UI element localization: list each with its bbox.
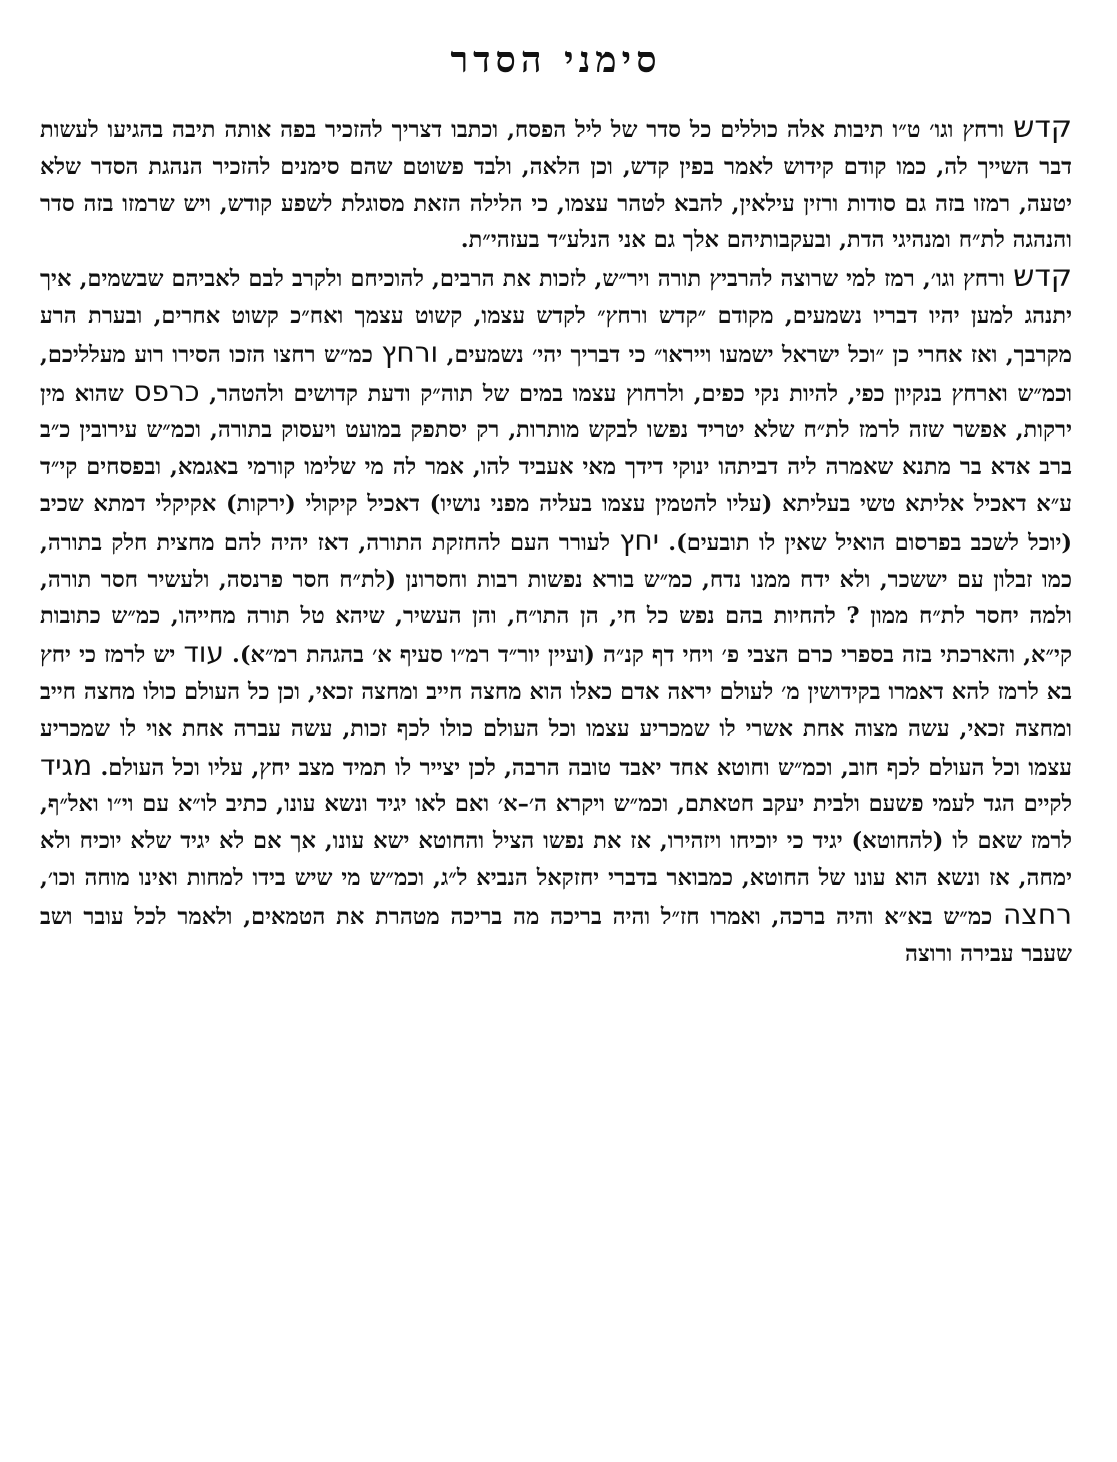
lead-word-kadesh: קדש	[1013, 110, 1072, 145]
paragraph-text: כמ״ש רחצו הזכו הסירו רוע מעלליכם, וכמ״ש וארחץ בנקיון כפי, להיות נקי כפים, ולרחוץ עצמו במים של תוה״ק ודעת קדושים ולהטהר,	[40, 341, 1073, 407]
keyword-rachtza: רחצה	[1002, 897, 1072, 931]
paragraph-text: לעורר העם להחזקת התורה, דאז יהיה להם מחצית חלק בתורה, כמו זבלון עם יששכר, ולא ידח ממנו נדח, כמ״ש בורא נפשות רבות וחסרונן (לת״ח חסר פרנסה, ולעשיר חסר תורה, ולמה יחסר לת״ח ממון ? להחיות בהם נפש כל חי, הן התו״ח, והן העשיר, שיהא טל תורה מחייהו, כמ״ש כתובות קי״א, והארכתי בזה בספרי כרם הצבי פ׳ ויחי דף קנ״ה (ועיין יור״ד רמ״ו סעיף א׳ בהגהת רמ״א).	[40, 529, 1072, 669]
page	[40, 0, 1072, 972]
keyword-maggid: מגיד	[40, 748, 93, 782]
keyword-karpas: כרפס	[133, 374, 200, 408]
keyword-urchatz: ורחץ	[381, 335, 439, 369]
paragraph-intro	[40, 110, 1072, 259]
paragraph-text: שהוא מין ירקות, אפשר שזה לרמז לת״ח שלא יטריד נפשו לבקש מותרות, רק יסתפק במועט ויעסוק בתורה, וכמ״ש עירובין כ״ב ברב אדא בר מתנא שאמרה ליה דביתהו ינוקי דידך מאי אעביד להו, אמר לה מי שלימו קורמי באגמא, ובפסחים קי״ד ע״א דאכיל אליתא טשי בעליתא (עליו להטמין עצמו בעליה מפני נושיו) דאכיל קיקולי (ירקות) אקיקלי דמתא שכיב (יוכל לשכב בפרסום הואיל שאין לו תובעים).	[40, 380, 1073, 556]
keyword-od: עוד	[183, 636, 224, 670]
keyword-yachatz: יחץ	[619, 523, 659, 557]
lead-word-kadesh-2: קדש	[1013, 259, 1072, 295]
paragraph-text: לקיים הגד לעמי פשעם ולבית יעקב חטאתם, וכמ״ש ויקרא ה׳–א׳ ואם לאו יגיד ונשא עונו, כתיב לו״א עם וי״ו ואל״ף, לרמז שאם לו (להחוטא) יגיד כי יוכיחו ויזהירו, אז את נפשו הציל והחוטא ישא עונו, אך אם לא יגיד שלא יוכיח ולא ימחה, אז ונשא הוא עונו של החוטא, כמבואר בדברי יחזקאל הנביא ל״ג, וכמ״ש מי שיש בידו למחות ואינו מוחה וכו׳,	[40, 791, 1072, 891]
paragraph-text: ורחץ וגו׳ ט״ו תיבות אלה כוללים כל סדר של ליל הפסח, וכתבו דצריך להזכיר בפה אותה תיבה בהגיעו לעשות דבר השייך לה, כמו קודם קידוש לאמר בפין קדש, וכן הלאה, ולבד פשוטם שהם סימנים להזכיר הנהגת הסדר שלא יטעה, רמזו בזה גם סודות ורזין עילאין, להבא לטהר עצמו, כי הלילה הזאת מסוגלת לשפע קודש, ויש שרמזו בזה סדר והנהגה לת״ח ומנהיגי הדת, ובעקבותיהם אלך גם אני הנלע״ד בעזהי״ת.	[40, 117, 1072, 254]
page-title: סימני הסדר	[450, 39, 662, 81]
paragraph-text: ורחץ וגו׳, רמז למי שרוצה להרביץ תורה ויר״ש, לזכות את הרבים, להוכיחם ולקרב לבם לאביהם שבשמים, איך יתנהג למען יהיו דבריו נשמעים, מקודם ״קדש ורחץ״ לקדש עצמו, קשוט עצמך ואח״כ קשוט אחרים, ובערת הרע מקרבך, ואז אחרי כן ״וכל ישראל ישמעו וייראו״ כי דבריך יהי׳ נשמעים,	[40, 266, 1072, 368]
paragraph-main	[40, 259, 1072, 972]
paragraph-text: יש לרמז כי יחץ בא לרמז להא דאמרו בקידושין מ׳ לעולם יראה אדם כאלו הוא מחצה חייב ומחצה זכאי, וכן כל העולם כולו מחצה חייב ומחצה זכאי, עשה מצוה אחת אשרי לו שמכריע עצמו וכל העולם כולו לכף זכות, עשה עברה אחת אוי לו שמכריע עצמו וכל העולם לכף חוב, וכמ״ש וחוטא אחד יאבד טובה הרבה, לכן יצייר לו תמיד מצב יחץ, עליו וכל העולם.	[40, 642, 1072, 781]
paragraph-text: כמ״ש בא״א והיה ברכה, ואמרו חז״ל והיה בריכה מה בריכה מטהרת את הטמאים, ולאמר לכל עובר ושב שעבר עבירה ורוצה	[40, 903, 1072, 967]
